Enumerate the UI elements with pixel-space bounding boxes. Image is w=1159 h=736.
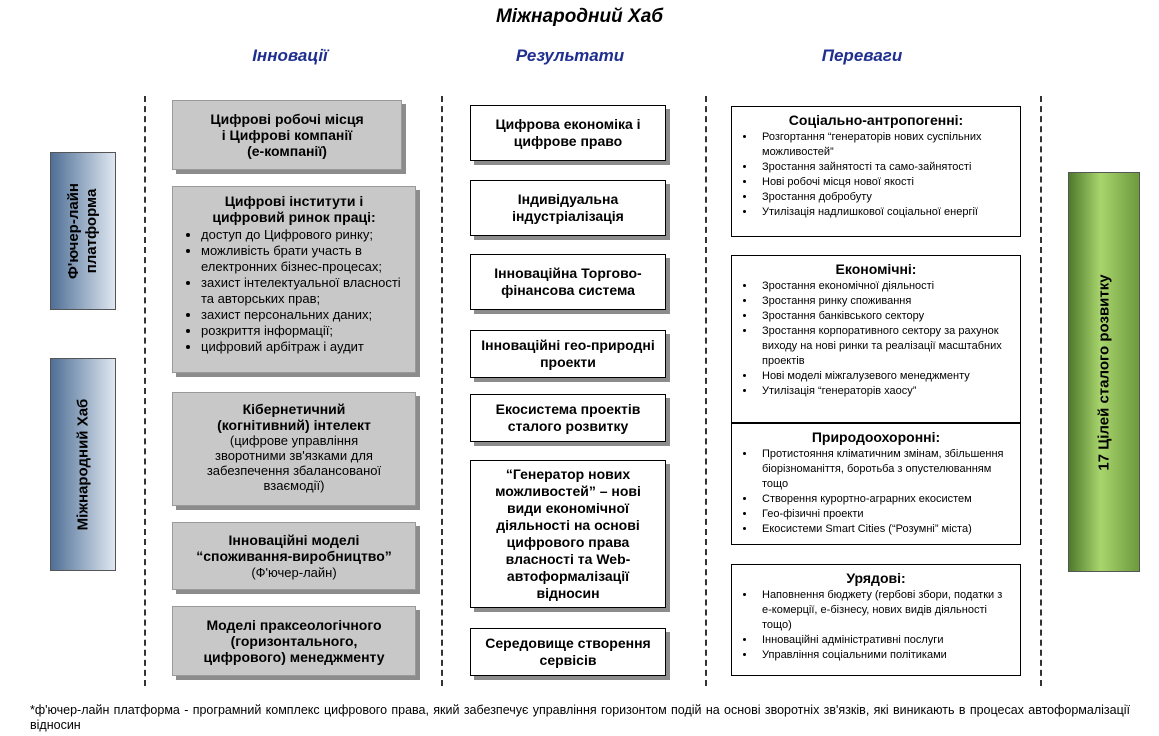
innovation-cybernetic-intellect (172, 392, 416, 506)
list-item: • Управління соціальними політиками (756, 648, 1014, 663)
sustainable-goals-label: 17 Цілей сталого розвитку (1095, 273, 1113, 471)
innovation-digital-institutes (172, 186, 416, 373)
advantage-government-list (738, 588, 1014, 663)
innovation-5-line-1: Моделі праксеологічного (206, 617, 382, 633)
advantage-nature (731, 423, 1021, 545)
innovation-3-title-1: Кібернетичний (242, 401, 346, 417)
innovation-1-line-2: і Цифрові компанії (221, 127, 353, 143)
diagram-title: Міжнародний Хаб (495, 6, 664, 27)
future-line-label-2: платформа (83, 188, 101, 274)
list-item: • захист інтелектуальної власності та авторських прав; (201, 275, 409, 307)
list-item: • захист персональних даних; (201, 307, 409, 323)
list-item: • доступ до Цифрового ринку; (201, 227, 409, 243)
list-item: • Створення курортно-аграрних екосистем (756, 492, 1014, 507)
advantage-nature-list (738, 447, 1014, 537)
sustainable-goals-bar (1068, 172, 1140, 572)
list-item: • Розгортання “генераторів нових суспільних можливостей” (756, 130, 1014, 160)
result-trade-finance-system: Інноваційна Торгово-фінансова система (470, 254, 666, 310)
list-item: • Зростання корпоративного сектору за рахунок виходу на нові ринки та реалізації масштабних проектів (756, 324, 1014, 369)
separator-line-4 (1040, 96, 1042, 686)
advantage-social-title: Соціально-антропогенні: (788, 112, 964, 128)
innovation-1-line-1: Цифрові робочі місця (210, 111, 364, 127)
advantage-social (731, 106, 1021, 237)
future-line-label-1: Ф'ючер-лайн (65, 183, 83, 279)
innovation-5-line-3: цифрового) менеджменту (203, 649, 385, 665)
list-item: • Гео-фізичні проекти (756, 507, 1014, 522)
list-item: • Зростання економічної діяльності (756, 279, 1014, 294)
result-individual-industrialization: Індивідуальна індустріалізація (470, 180, 666, 236)
international-hub-bar (50, 358, 116, 571)
list-item: • Наповнення бюджету (гербові збори, податки з е-комерції, е-бізнесу, нових видів діяльності тощо) (756, 588, 1014, 633)
innovation-1-line-3: (е-компанії) (247, 143, 327, 159)
advantage-social-list (738, 130, 1014, 220)
innovation-digital-workplaces (172, 100, 402, 170)
innovation-2-title-2: цифровий ринок праці: (212, 209, 376, 225)
list-item: • Зростання зайнятості та само-зайнятості (756, 160, 1014, 175)
list-item: • розкриття інформації; (201, 323, 409, 339)
list-item: • Нові моделі міжгалузевого менеджменту (756, 369, 1014, 384)
advantage-nature-title: Природоохоронні: (811, 429, 941, 445)
list-item: • Інноваційні адміністративні послуги (756, 633, 1014, 648)
result-digital-economy: Цифрова економіка і цифрове право (470, 105, 666, 161)
innovation-5-line-2: (горизонтального, (230, 633, 358, 649)
advantage-economic (731, 255, 1021, 423)
innovation-4-line-3: (Ф'ючер-лайн) (251, 565, 337, 580)
result-opportunity-generator: “Генератор нових можливостей” – нові види економічної діяльності на основі цифрового права власності та Web-автоформалізації відносин (470, 460, 666, 608)
future-line-platform-bar (50, 152, 116, 310)
innovation-praxeological-management (172, 606, 416, 676)
list-item: • Зростання банківського сектору (756, 309, 1014, 324)
list-item: • Зростання добробуту (756, 190, 1014, 205)
list-item: • Екосистеми Smart Cities (“Розумні” міста) (756, 522, 1014, 537)
advantage-economic-list (738, 279, 1014, 399)
result-sustainable-ecosystem: Екосистема проектів сталого розвитку (470, 394, 666, 442)
international-hub-label: Міжнародний Хаб (74, 398, 92, 531)
column-header-results: Результати (515, 46, 625, 65)
advantage-economic-title: Економічні: (835, 261, 917, 277)
innovation-consumption-production-models (172, 522, 416, 590)
result-geo-natural-projects: Інноваційні гео-природні проекти (470, 330, 666, 378)
list-item: • цифровий арбітраж і аудит (201, 339, 409, 355)
list-item: • можливість брати участь в електронних бізнес-процесах; (201, 243, 409, 275)
column-header-innovations: Інновації (252, 46, 328, 65)
innovation-4-line-2: “споживання-виробництво” (196, 548, 392, 564)
innovation-4-line-1: Інноваційні моделі (228, 532, 360, 548)
result-service-environment: Середовище створення сервісів (470, 628, 666, 676)
innovation-3-title-2: (когнітивний) інтелект (217, 417, 371, 433)
list-item: • Утилізація “генераторів хаосу” (756, 384, 1014, 399)
advantage-government-title: Урядові: (846, 570, 906, 586)
separator-line-3 (705, 96, 707, 686)
list-item: • Протистояння кліматичним змінам, збільшення біорізноманіття, боротьба з опустелюванням тощо (756, 447, 1014, 492)
list-item: • Нові робочі місця нової якості (756, 175, 1014, 190)
footnote: *ф'ючер-лайн платформа - програмний комплекс цифрового права, який забезпечує управління горизонтом подій на основі зворотніх зв'язків, які виникають в процесах автоформалізації відносин (30, 703, 1130, 732)
list-item: • Утилізація надлишкової соціальної енергії (756, 205, 1014, 220)
list-item: • Зростання ринку споживання (756, 294, 1014, 309)
innovation-2-list (179, 227, 409, 355)
advantage-government (731, 564, 1021, 676)
separator-line-1 (144, 96, 146, 686)
innovation-3-subtitle: (цифрове управління зворотними зв'язками для забезпечення збалансованої взаємодії) (206, 433, 382, 493)
separator-line-2 (441, 96, 443, 686)
column-header-advantages: Переваги (821, 46, 903, 65)
innovation-2-title-1: Цифрові інститути і (224, 193, 364, 209)
